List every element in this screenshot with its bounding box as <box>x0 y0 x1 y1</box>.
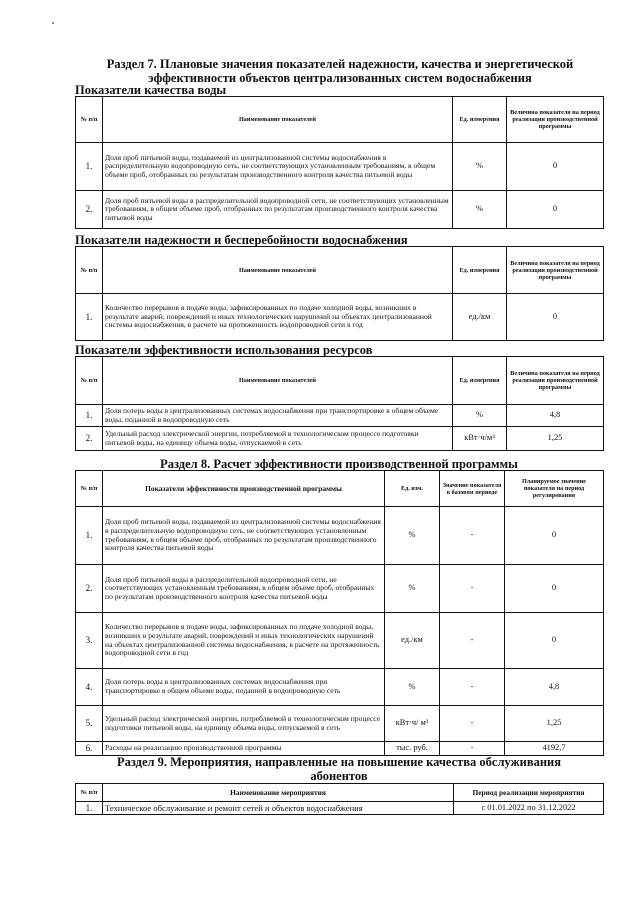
col-header-name: Наименование показателей <box>103 97 453 143</box>
section-7-title-line1: Раздел 7. Плановые значения показателей надежности, качества и энергетической <box>106 57 574 71</box>
row-name: Расходы на реализацию производственной программы <box>103 742 385 756</box>
row-num: 4. <box>76 669 103 706</box>
col-header-num: № п/п <box>76 357 103 405</box>
col-header-num: № п/п <box>76 97 103 143</box>
row-num: 1. <box>76 802 103 815</box>
table-row <box>76 405 604 427</box>
row-base: - <box>440 706 505 742</box>
col-header-num: № п/п <box>76 471 103 507</box>
row-name: Доля проб питьевой воды в распределительной водопроводной сети, не соответствующих установленным требованиям, в общем объеме проб, отобранных по результатам производственного контроля качества питьевой воды <box>103 191 453 229</box>
row-value: 4,8 <box>507 405 604 427</box>
row-base: - <box>440 742 505 756</box>
col-header-unit: Ед. изм. <box>385 471 440 507</box>
row-num: 2. <box>76 191 103 229</box>
row-value: 0 <box>507 143 604 191</box>
row-unit: % <box>385 565 440 613</box>
efficiency-table-title: Показатели эффективности использования ресурсов <box>75 343 373 357</box>
table-header-row <box>76 471 604 507</box>
row-plan: 1,25 <box>505 706 604 742</box>
col-header-unit: Ед. измерения <box>453 247 507 294</box>
section-7-title-line2: эффективности объектов централизованных систем водоснабжения <box>148 71 532 85</box>
row-num: 6. <box>76 742 103 756</box>
table-row <box>76 802 604 815</box>
row-plan: 0 <box>505 613 604 669</box>
row-unit: ед./км <box>385 613 440 669</box>
row-base: - <box>440 613 505 669</box>
row-value: 1,25 <box>507 427 604 451</box>
col-header-period: Период реализации мероприятия <box>454 784 604 802</box>
col-header-value: Величина показателя на период реализации производственной программы <box>507 357 604 405</box>
table-row <box>76 507 604 565</box>
table-row <box>76 565 604 613</box>
section-9-title <box>75 755 603 783</box>
row-num: 1. <box>76 507 103 565</box>
row-unit: % <box>453 191 507 229</box>
col-header-num: № п/п <box>76 784 103 802</box>
table-row <box>76 706 604 742</box>
table-header-row <box>76 247 604 294</box>
table-row <box>76 191 604 229</box>
row-name: Доля потерь воды в централизованных системах водоснабжения при транспортировке в общем объеме воды, поданной в водопроводную сеть <box>103 405 453 427</box>
table-row <box>76 294 604 341</box>
row-value: 0 <box>507 191 604 229</box>
quality-table-title: Показатели качества воды <box>75 83 227 97</box>
table-row <box>76 669 604 706</box>
col-header-unit: Ед. измерения <box>453 357 507 405</box>
row-num: 1. <box>76 405 103 427</box>
row-plan: 4,8 <box>505 669 604 706</box>
table-header-row <box>76 97 604 143</box>
section-7-title <box>70 57 610 85</box>
row-num: 1. <box>76 294 103 341</box>
row-name: Техническое обслуживание и ремонт сетей и объектов водоснабжения <box>103 802 454 815</box>
row-unit: кВт·ч/ м³ <box>385 706 440 742</box>
row-base: - <box>440 565 505 613</box>
row-unit: кВт·ч/м³ <box>453 427 507 451</box>
row-name: Доля проб питьевой воды, подаваемой из централизованной системы водоснабжения в распределительную водопроводную сеть, не соответствующих установленным требованиям, в общем объеме проб, отобранных по результатам производственного контроля качества питьевой воды <box>103 507 385 565</box>
row-period: с 01.01.2022 по 31.12.2022 <box>454 802 604 815</box>
col-header-name: Показатели эффективности производственной программы <box>103 471 385 507</box>
measures-table <box>75 783 604 815</box>
section-9-title-line1: Раздел 9. Мероприятия, направленные на повышение качества обслуживания <box>116 755 562 769</box>
col-header-value: Величина показателя на период реализации производственной программы <box>507 247 604 294</box>
row-num: 3. <box>76 613 103 669</box>
row-name: Количество перерывов в подаче воды, зафиксированных по подаче холодной воды, возникших в результате аварий, повреждений и иных технологических нарушений на объектах централизованной системы водоснабжения, в расчете на протяженность водопроводной сети в год <box>103 294 453 341</box>
table-header-row <box>76 357 604 405</box>
row-base: - <box>440 507 505 565</box>
row-num: 5. <box>76 706 103 742</box>
efficiency-calc-table <box>75 470 604 756</box>
table-row <box>76 427 604 451</box>
reliability-table <box>75 246 604 341</box>
quality-table <box>75 96 604 229</box>
row-unit: % <box>385 669 440 706</box>
row-num: 1. <box>76 143 103 191</box>
row-unit: ед./км <box>453 294 507 341</box>
row-plan: 0 <box>505 565 604 613</box>
row-unit: тыс. руб. <box>385 742 440 756</box>
row-name: Доля проб питьевой воды, подаваемой из централизованной системы водоснабжения в распределительную водопроводную сеть, не соответствующих установленным требованиям, в общем объеме проб, отобранных по результатам производственного контроля качества питьевой воды <box>103 143 453 191</box>
row-name: Доля потерь воды в централизованных системах водоснабжения при транспортировке в общем объеме воды, поданной в водопроводную сеть <box>103 669 385 706</box>
reliability-table-title: Показатели надежности и бесперебойности водоснабжения <box>75 233 408 247</box>
scan-speck <box>52 22 54 24</box>
col-header-name: Наименование показателей <box>103 247 453 294</box>
row-name: Удельный расход электрической энергии, потребляемой в технологическом процессе подготовки питьевой воды, на единицу объема воды, отпускаемой в сеть <box>103 706 385 742</box>
col-header-unit: Ед. измерения <box>453 97 507 143</box>
section-8-title: Раздел 8. Расчет эффективности производственной программы <box>160 457 518 471</box>
row-name: Количество перерывов в подаче воды, зафиксированных по подаче холодной воды, возникших в результате аварий, повреждений и иных технологических нарушений на объектах централизованной системы водоснабжения, в расчете на протяженность водопроводной сети в год <box>103 613 385 669</box>
col-header-name: Наименование показателей <box>103 357 453 405</box>
col-header-name: Наименование мероприятия <box>103 784 454 802</box>
row-unit: % <box>453 143 507 191</box>
row-plan: 0 <box>505 507 604 565</box>
col-header-num: № п/п <box>76 247 103 294</box>
efficiency-table <box>75 356 604 451</box>
row-unit: % <box>385 507 440 565</box>
row-unit: % <box>453 405 507 427</box>
row-num: 2. <box>76 565 103 613</box>
table-header-row <box>76 784 604 802</box>
col-header-value: Величина показателя на период реализации производственной программы <box>507 97 604 143</box>
row-name: Доля проб питьевой воды в распределительной водопроводной сети, не соответствующих установленным требованиям, в общем объеме проб, отобранных по результатам производственного контроля качества питьевой воды <box>103 565 385 613</box>
row-plan: 4192,7 <box>505 742 604 756</box>
row-value: 0 <box>507 294 604 341</box>
row-num: 2. <box>76 427 103 451</box>
table-row <box>76 613 604 669</box>
row-name: Удельный расход электрической энергии, потребляемой в технологическом процессе подготовки питьевой воды, на единицу объема воды, отпускаемой в сеть <box>103 427 453 451</box>
col-header-plan: Планируемое значение показателя на период регулирования <box>505 471 604 507</box>
table-row <box>76 143 604 191</box>
table-row <box>76 742 604 756</box>
section-9-title-line2: абонентов <box>310 769 368 783</box>
row-base: - <box>440 669 505 706</box>
col-header-base: Значение показателя в базовом периоде <box>440 471 505 507</box>
